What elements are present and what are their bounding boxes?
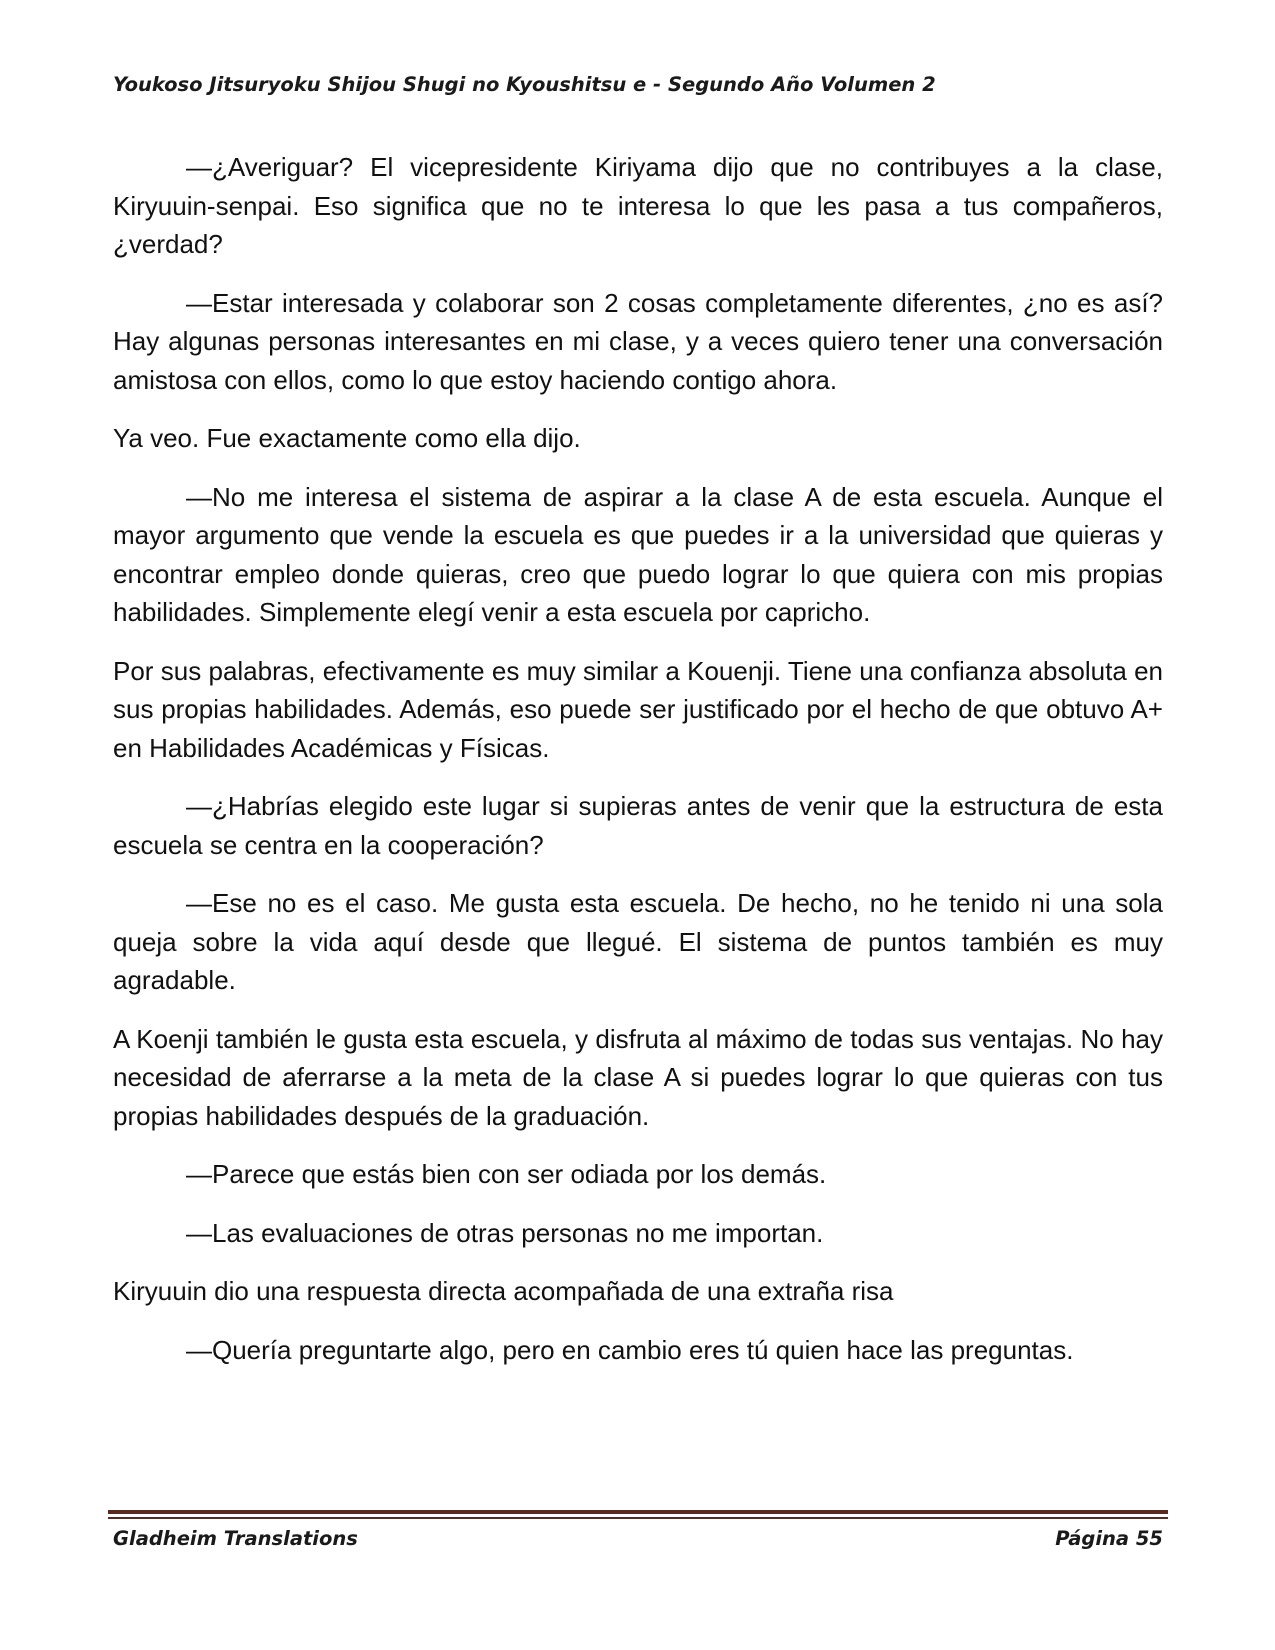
document-body (113, 148, 1163, 1389)
paragraph: Ya veo. Fue exactamente como ella dijo. (113, 423, 581, 453)
page-number: Página 55 (1055, 1527, 1163, 1550)
paragraph: —¿Averiguar? El vicepresidente Kiriyama dijo que no contribuyes a la clase, Kiryuuin-senpai. Eso significa que no te interesa lo que les pasa a tus compañeros, ¿verdad? (113, 152, 1163, 259)
paragraph: —Quería preguntarte algo, pero en cambio eres tú quien hace las preguntas. (186, 1334, 1074, 1365)
footer-divider (108, 1510, 1168, 1514)
paragraph: —Las evaluaciones de otras personas no me importan. (186, 1217, 824, 1248)
paragraph: —No me interesa el sistema de aspirar a la clase A de esta escuela. Aunque el mayor argumento que vende la escuela es que puedes ir a la universidad que quieras y encontrar empleo donde quieras, creo que puedo lograr lo que quiera con mis propias habilidades. Simplemente elegí venir a esta escuela por capricho. (113, 481, 1163, 627)
paragraph: —Ese no es el caso. Me gusta esta escuela. De hecho, no he tenido ni una sola queja sobre la vida aquí desde que llegué. El sistema de puntos también es muy agradable. (113, 888, 1163, 995)
paragraph: Por sus palabras, efectivamente es muy similar a Kouenji. Tiene una confianza absoluta en sus propias habilidades. Además, eso puede ser justificado por el hecho de que obtuvo A+ en Habilidades Académicas y Físicas. (113, 655, 1163, 763)
paragraph: —Estar interesada y colaborar son 2 cosas completamente diferentes, ¿no es así? Hay algunas personas interesantes en mi clase, y a veces quiero tener una conversación amistosa con ellos, como lo que estoy haciendo contigo ahora. (113, 287, 1163, 395)
page-header: Youkoso Jitsuryoku Shijou Shugi no Kyoushitsu e - Segundo Año Volumen 2 (113, 73, 936, 96)
footer-publisher: Gladheim Translations (113, 1527, 358, 1550)
paragraph: —Parece que estás bien con ser odiada por los demás. (186, 1159, 827, 1189)
paragraph: —¿Habrías elegido este lugar si supieras antes de venir que la estructura de esta escuela se centra en la cooperación? (113, 791, 1163, 860)
page-footer (113, 1527, 1163, 1550)
paragraph: A Koenji también le gusta esta escuela, y disfruta al máximo de todas sus ventajas. No hay necesidad de aferrarse a la meta de la clase A si puedes lograr lo que quieras con tus propias habilidades después de la graduación. (113, 1023, 1163, 1131)
footer-divider-thin (108, 1517, 1168, 1519)
paragraph: Kiryuuin dio una respuesta directa acompañada de una extraña risa (113, 1276, 894, 1306)
